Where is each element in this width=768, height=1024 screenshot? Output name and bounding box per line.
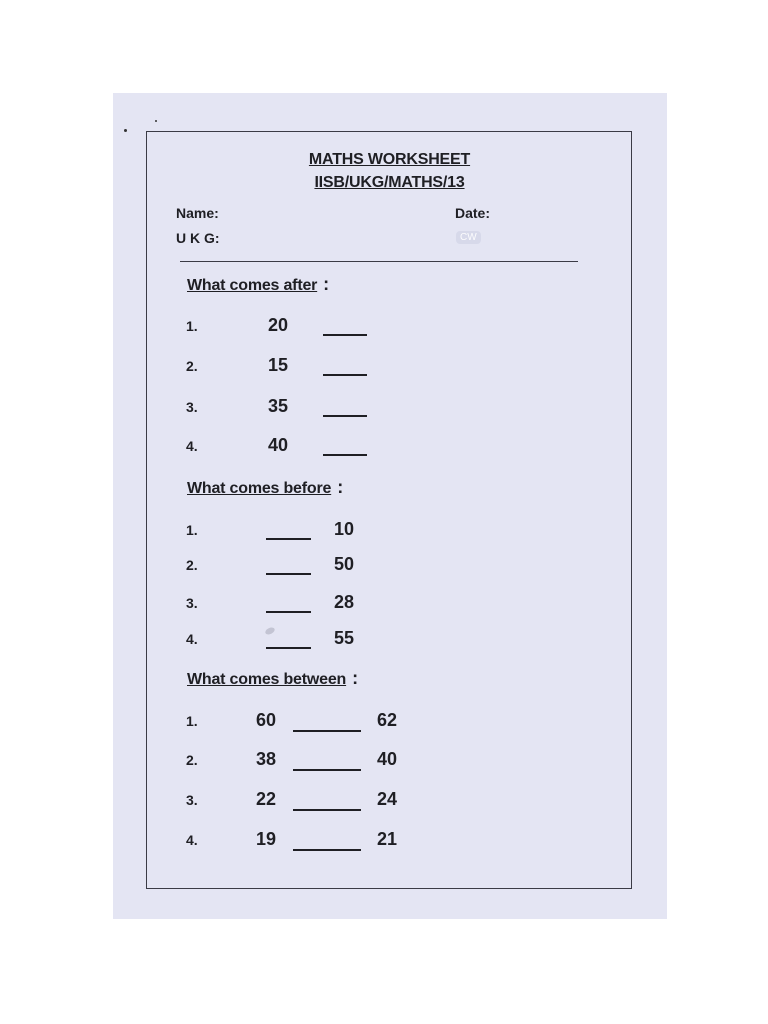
answer-blank (293, 769, 361, 771)
scan-speck (155, 120, 157, 122)
item-number: 3. (186, 792, 198, 808)
header-divider (180, 261, 578, 262)
answer-blank (266, 611, 311, 613)
name-label: Name: (176, 205, 219, 221)
answer-blank (293, 730, 361, 732)
class-label: U K G: (176, 230, 220, 246)
given-number: 15 (268, 355, 289, 375)
given-number: 55 (334, 628, 355, 648)
right-number: 24 (377, 789, 398, 809)
given-number: 40 (268, 435, 289, 455)
given-number: 10 (334, 519, 355, 539)
left-number: 60 (256, 710, 277, 730)
section-heading-between (187, 668, 358, 689)
answer-blank (323, 415, 367, 417)
answer-blank (293, 849, 361, 851)
item-number: 3. (186, 595, 198, 611)
item-number: 1. (186, 522, 198, 538)
section-colon: : (323, 274, 329, 294)
section-heading-text: What comes between (187, 671, 347, 688)
section-heading-before (187, 477, 343, 498)
left-number: 22 (256, 789, 277, 809)
section-colon: : (337, 477, 343, 497)
item-number: 4. (186, 438, 198, 454)
date-label: Date: (455, 205, 491, 221)
answer-blank (266, 647, 311, 649)
item-number: 2. (186, 752, 198, 768)
right-number: 40 (377, 749, 398, 769)
section-heading-text: What comes after (187, 277, 318, 294)
answer-blank (293, 809, 361, 811)
given-number: 20 (268, 315, 289, 335)
answer-blank (266, 538, 311, 540)
left-number: 19 (256, 829, 277, 849)
item-number: 4. (186, 631, 198, 647)
item-number: 1. (186, 318, 198, 334)
section-heading-text: What comes before (187, 480, 332, 497)
item-number: 3. (186, 399, 198, 415)
right-number: 21 (377, 829, 398, 849)
answer-blank (323, 334, 367, 336)
cw-stamp: CW (456, 231, 481, 244)
right-number: 62 (377, 710, 398, 730)
worksheet-code: IISB/UKG/MATHS/13 (314, 174, 465, 191)
item-number: 4. (186, 832, 198, 848)
given-number: 35 (268, 396, 289, 416)
answer-blank (323, 454, 367, 456)
left-number: 38 (256, 749, 277, 769)
item-number: 1. (186, 713, 198, 729)
worksheet-title: MATHS WORKSHEET (308, 151, 471, 168)
given-number: 50 (334, 554, 355, 574)
item-number: 2. (186, 358, 198, 374)
answer-blank (266, 573, 311, 575)
answer-blank (323, 374, 367, 376)
item-number: 2. (186, 557, 198, 573)
section-heading-after (187, 274, 329, 295)
section-colon: : (352, 668, 358, 688)
given-number: 28 (334, 592, 355, 612)
scan-speck (124, 129, 127, 132)
